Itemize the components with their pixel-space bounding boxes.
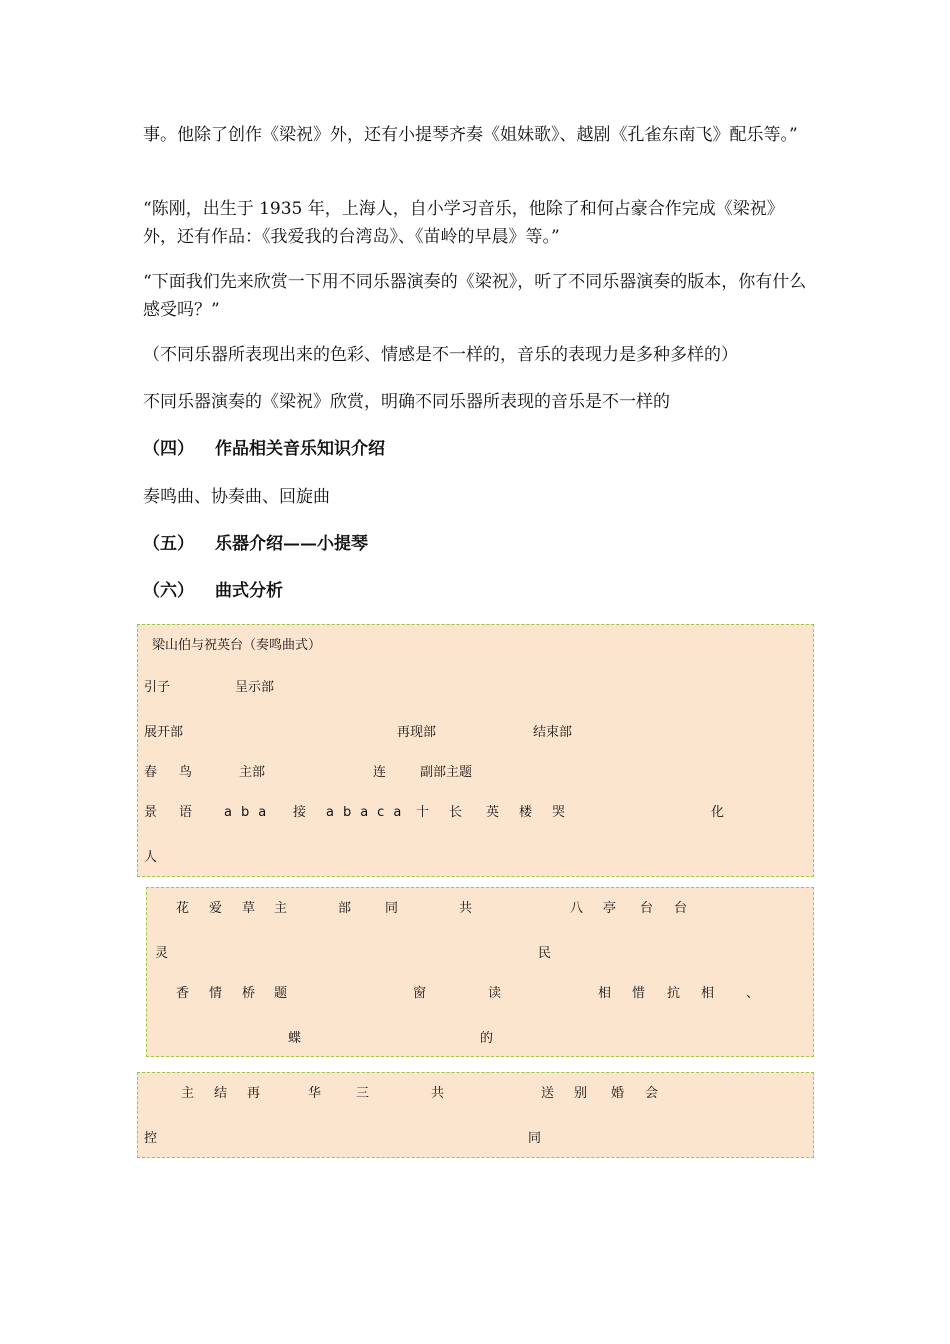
- box-title: 梁山伯与祝英台（奏鸣曲式）: [152, 638, 322, 653]
- text-xiang-2: 相: [598, 986, 612, 1001]
- main-section-label: 主部: [239, 765, 266, 780]
- text-hui: 会: [645, 1086, 659, 1101]
- text-ku: 哭: [552, 805, 566, 820]
- text-bie: 别: [574, 1086, 588, 1101]
- text-ling: 灵: [155, 946, 169, 961]
- text-du: 读: [488, 986, 502, 1001]
- form-analysis-box-1: [137, 624, 814, 877]
- text-san: 三: [356, 1086, 370, 1101]
- form-analysis-box-3: [137, 1072, 814, 1158]
- heading-number: （四）: [143, 439, 194, 459]
- form-analysis-box-2: [146, 887, 814, 1057]
- text-dun: 、: [746, 986, 760, 1001]
- text-chun: 春: [144, 765, 158, 780]
- text-lian: 连: [373, 765, 387, 780]
- heading-text: 乐器介绍——小提琴: [215, 534, 368, 554]
- text-ying: 英: [486, 805, 500, 820]
- forms-line: 奏鸣曲、协奏曲、回旋曲: [143, 487, 330, 507]
- heading-text: 曲式分析: [215, 581, 283, 601]
- text-qiao: 桥: [242, 986, 256, 1001]
- text-zai: 再: [247, 1086, 261, 1101]
- text-chang: 长: [449, 805, 463, 820]
- text-jie: 结: [214, 1086, 228, 1101]
- text-zhu: 主: [274, 901, 288, 916]
- text-tai-1: 台: [640, 901, 654, 916]
- heading-number: （六）: [143, 581, 194, 601]
- text-xi: 惜: [632, 986, 646, 1001]
- text-xiang: 香: [176, 986, 190, 1001]
- text-ti: 题: [274, 986, 288, 1001]
- text-xiang-3: 相: [701, 986, 715, 1001]
- text-ba: 八: [570, 901, 584, 916]
- text-bu: 部: [338, 901, 352, 916]
- heading-text: 作品相关音乐知识介绍: [215, 439, 385, 459]
- paragraph-4: （不同乐器所表现出来的色彩、情感是不一样的，音乐的表现力是多种多样的）: [143, 345, 738, 365]
- development-label: 展开部: [144, 725, 184, 740]
- text-shi: 十: [416, 805, 430, 820]
- text-ai: 爱: [209, 901, 223, 916]
- paragraph-2: “陈刚，出生于 1935 年，上海人，自小学习音乐，他除了和何占豪合作完成《梁祝》外，还有作品：《我爱我的台湾岛》、《苗岭的早晨》等。”: [143, 199, 784, 247]
- text-niao: 鸟: [179, 765, 193, 780]
- text-min: 民: [538, 946, 552, 961]
- text-jing: 景: [144, 805, 158, 820]
- text-kong: 控: [144, 1131, 158, 1146]
- text-qing: 情: [209, 986, 223, 1001]
- text-song: 送: [541, 1086, 555, 1101]
- recap-label: 再现部: [397, 725, 437, 740]
- paragraph-5: 不同乐器演奏的《梁祝》欣赏，明确不同乐器所表现的音乐是不一样的: [143, 392, 670, 412]
- text-jie: 接: [293, 805, 307, 820]
- text-tong: 同: [385, 901, 399, 916]
- text-ting: 亭: [603, 901, 617, 916]
- text-hun: 婚: [611, 1086, 625, 1101]
- text-cao: 草: [242, 901, 256, 916]
- text-yu: 语: [179, 805, 193, 820]
- intro-label: 引子: [144, 680, 171, 695]
- text-gong: 共: [459, 901, 473, 916]
- form-abaca: abaca: [326, 805, 411, 820]
- text-kang: 抗: [667, 986, 681, 1001]
- paragraph-3: “下面我们先来欣赏一下用不同乐器演奏的《梁祝》，听了不同乐器演奏的版本，你有什么感受吗？”: [143, 272, 807, 320]
- text-hua: 华: [308, 1086, 322, 1101]
- text-gong: 共: [431, 1086, 445, 1101]
- text-lou: 楼: [519, 805, 533, 820]
- text-tai-2: 台: [674, 901, 688, 916]
- paragraph-1: 事。他除了创作《梁祝》外，还有小提琴齐奏《姐妹歌》、越剧《孔雀东南飞》配乐等。”: [143, 125, 798, 145]
- heading-4: [143, 435, 385, 463]
- text-die: 蝶: [288, 1031, 302, 1046]
- text-hua: 化: [711, 805, 725, 820]
- text-de: 的: [480, 1031, 494, 1046]
- heading-number: （五）: [143, 534, 194, 554]
- text-zhu: 主: [181, 1086, 195, 1101]
- heading-6: [143, 577, 283, 605]
- text-ren: 人: [144, 850, 158, 865]
- text-tong: 同: [528, 1131, 542, 1146]
- text-hua: 花: [176, 901, 190, 916]
- exposition-label: 呈示部: [235, 680, 275, 695]
- form-aba: aba: [224, 805, 276, 820]
- heading-5: [143, 530, 368, 558]
- text-chuang: 窗: [413, 986, 427, 1001]
- coda-label: 结束部: [533, 725, 573, 740]
- sub-theme-label: 副部主题: [420, 765, 473, 780]
